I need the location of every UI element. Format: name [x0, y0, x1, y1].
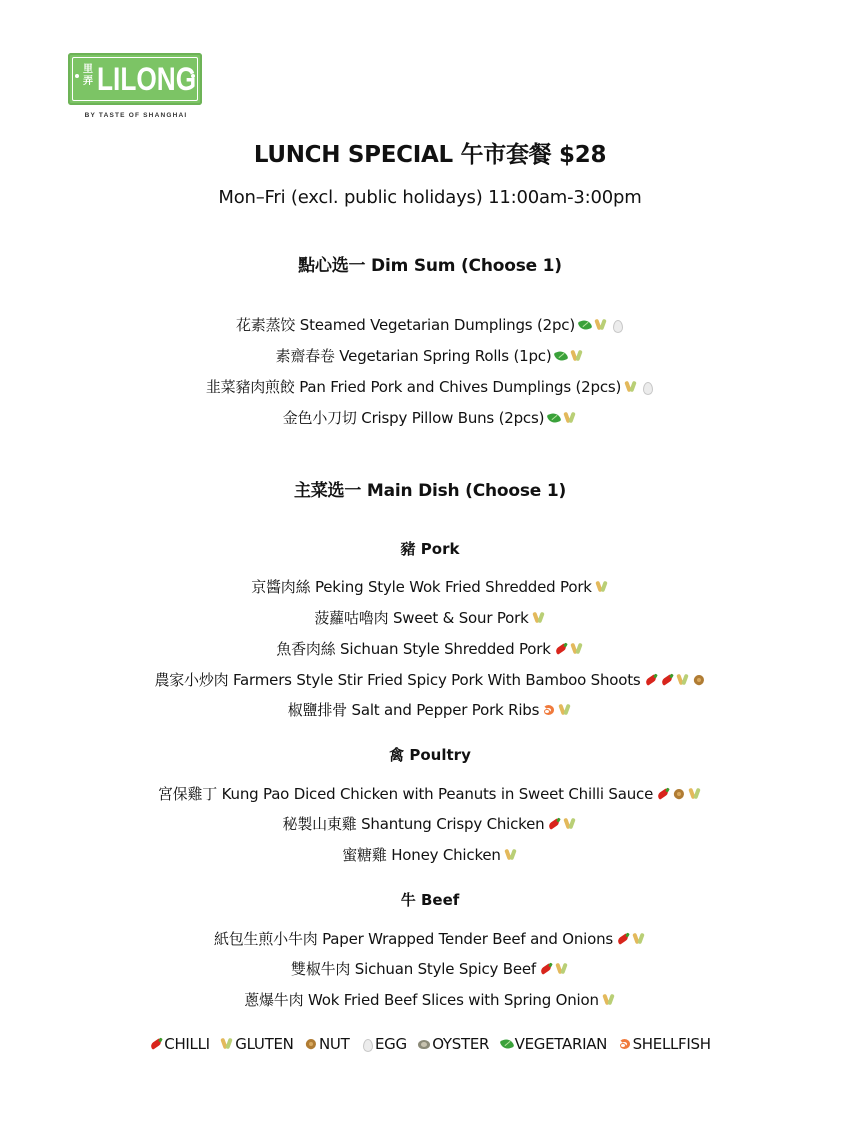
allergen-icons	[554, 642, 584, 656]
allergen-icons	[532, 611, 546, 625]
legend-gluten	[220, 1035, 293, 1053]
gluten-icon	[594, 318, 608, 332]
menu-item	[0, 607, 860, 628]
gluten-icon	[558, 703, 572, 717]
allergen-icons	[644, 673, 706, 687]
gluten-icon	[602, 993, 616, 1007]
menu-item	[0, 314, 860, 335]
chilli-icon	[539, 962, 553, 976]
menu-item-label: 京醬肉絲 Peking Style Wok Fried Shredded Pork	[251, 578, 592, 596]
gluten-icon	[563, 817, 577, 831]
menu-item-label: 紙包生煎小牛肉 Paper Wrapped Tender Beef and Onions	[213, 930, 614, 948]
logo-tagline: BY TASTE OF SHANGHAI	[84, 112, 188, 119]
category-heading-pork: 豬 Pork	[400, 540, 460, 558]
chilli-icon	[660, 673, 674, 687]
legend-label: GLUTEN	[235, 1035, 294, 1053]
allergen-icons	[547, 411, 577, 425]
logo-wordmark: LILONG	[97, 61, 197, 97]
menu-item	[0, 958, 860, 979]
logo-badge	[68, 53, 202, 105]
menu-item-label: 椒鹽排骨 Salt and Pepper Pork Ribs	[287, 701, 540, 719]
vegetarian-icon	[500, 1037, 514, 1051]
menu-item-label: 菠蘿咕嚕肉 Sweet & Sour Pork	[314, 609, 529, 627]
legend-label: SHELLFISH	[632, 1035, 711, 1053]
gluten-icon	[688, 787, 702, 801]
menu-item	[0, 376, 860, 397]
vegetarian-icon	[554, 349, 568, 363]
oyster-icon	[417, 1037, 431, 1051]
dim-sum-heading: 點心选一 Dim Sum (Choose 1)	[298, 256, 562, 276]
chilli-icon	[616, 932, 630, 946]
shellfish-icon	[542, 703, 556, 717]
allergen-icons	[504, 848, 518, 862]
gluten-icon	[624, 380, 638, 394]
allergen-icons	[542, 703, 572, 717]
gluten-icon	[563, 411, 577, 425]
gluten-icon	[595, 580, 609, 594]
chilli-icon	[644, 673, 658, 687]
vegetarian-icon	[547, 411, 561, 425]
gluten-icon	[504, 848, 518, 862]
legend-vegetarian	[500, 1035, 607, 1053]
legend-label: NUT	[319, 1035, 350, 1053]
menu-item-label: 蜜糖雞 Honey Chicken	[342, 846, 501, 864]
menu-item	[0, 407, 860, 428]
main-dish-heading: 主菜选一 Main Dish (Choose 1)	[293, 481, 567, 501]
menu-item	[0, 989, 860, 1010]
lilong-logo	[68, 53, 204, 124]
gluten-icon	[532, 611, 546, 625]
menu-item-label: 秘製山東雞 Shantung Crispy Chicken	[282, 815, 545, 833]
egg-icon	[610, 318, 624, 332]
legend-label: OYSTER	[432, 1035, 490, 1053]
legend-label: CHILLI	[164, 1035, 210, 1053]
menu-item	[0, 638, 860, 659]
nut-icon	[304, 1037, 318, 1051]
legend-chilli	[149, 1035, 210, 1053]
menu-item-label: 韭菜豬肉煎餃 Pan Fried Pork and Chives Dumplings (2pcs)	[205, 378, 622, 396]
chilli-icon	[547, 817, 561, 831]
menu-item	[0, 576, 860, 597]
allergen-icons	[539, 962, 569, 976]
allergen-icons	[547, 817, 577, 831]
gluten-icon	[570, 642, 584, 656]
menu-item	[0, 669, 860, 690]
vegetarian-icon	[578, 318, 592, 332]
egg-icon	[360, 1037, 374, 1051]
allergen-icons	[578, 318, 624, 332]
allergen-icons	[554, 349, 584, 363]
menu-item-label: 蔥爆牛肉 Wok Fried Beef Slices with Spring Onion	[244, 991, 599, 1009]
allergen-icons	[616, 932, 646, 946]
category-heading-poultry: 禽 Poultry	[389, 746, 471, 764]
allergen-icons	[602, 993, 616, 1007]
chilli-icon	[149, 1037, 163, 1051]
legend-shellfish	[618, 1035, 711, 1053]
allergen-legend	[0, 1035, 860, 1055]
gluten-icon	[632, 932, 646, 946]
menu-item	[0, 844, 860, 865]
menu-item-label: 金色小刀切 Crispy Pillow Buns (2pcs)	[282, 409, 545, 427]
gluten-icon	[570, 349, 584, 363]
egg-icon	[640, 380, 654, 394]
logo-chinese: 里弄	[83, 64, 93, 87]
category-heading-beef: 牛 Beef	[400, 891, 460, 909]
menu-item	[0, 928, 860, 949]
chilli-icon	[656, 787, 670, 801]
legend-label: VEGETARIAN	[514, 1035, 608, 1053]
gluten-icon	[555, 962, 569, 976]
legend-oyster	[417, 1035, 489, 1053]
legend-nut	[304, 1035, 349, 1053]
shellfish-icon	[618, 1037, 632, 1051]
menu-item-label: 宮保雞丁 Kung Pao Diced Chicken with Peanuts in Sweet Chilli Sauce	[157, 785, 654, 803]
gluten-icon	[676, 673, 690, 687]
gluten-icon	[220, 1037, 234, 1051]
menu-item-label: 花素蒸饺 Steamed Vegetarian Dumplings (2pc)	[235, 316, 576, 334]
menu-item	[0, 813, 860, 834]
legend-egg	[360, 1035, 407, 1053]
allergen-icons	[656, 787, 702, 801]
legend-label: EGG	[374, 1035, 407, 1053]
allergen-icons	[595, 580, 609, 594]
menu-item-label: 雙椒牛肉 Sichuan Style Spicy Beef	[291, 960, 536, 978]
menu-item-label: 農家小炒肉 Farmers Style Stir Fried Spicy Pork With Bamboo Shoots	[154, 671, 641, 689]
opening-hours: Mon–Fri (excl. public holidays) 11:00am-3:00pm	[218, 187, 642, 208]
menu-item	[0, 699, 860, 720]
nut-icon	[672, 787, 686, 801]
menu-item	[0, 783, 860, 804]
nut-icon	[692, 673, 706, 687]
menu-item-label: 魚香肉絲 Sichuan Style Shredded Pork	[276, 640, 551, 658]
chilli-icon	[554, 642, 568, 656]
menu-item-label: 素齋春卷 Vegetarian Spring Rolls (1pc)	[275, 347, 552, 365]
page-title: LUNCH SPECIAL 午市套餐 $28	[253, 142, 607, 168]
allergen-icons	[624, 380, 654, 394]
menu-item	[0, 345, 860, 366]
